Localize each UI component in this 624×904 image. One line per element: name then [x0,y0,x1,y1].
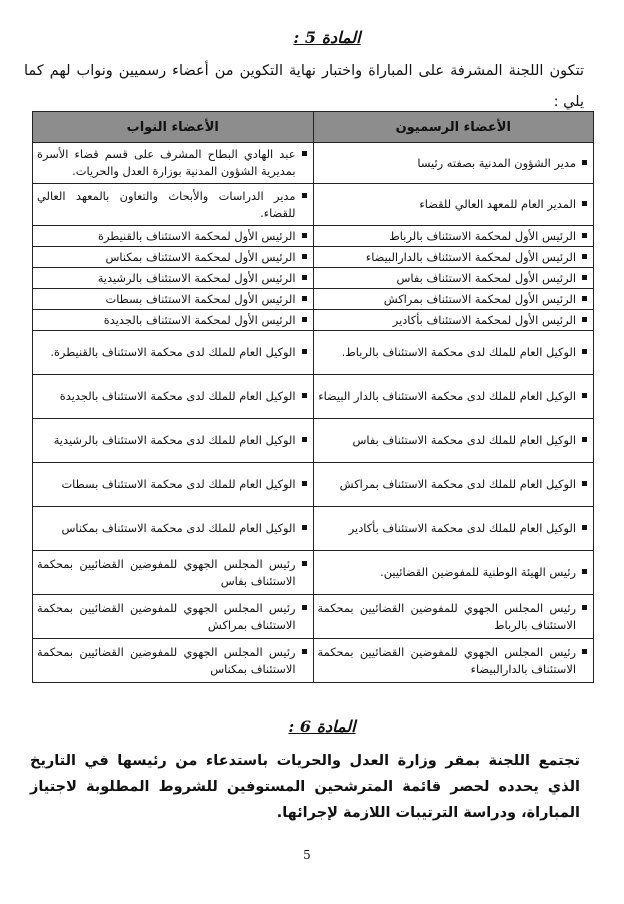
official-member-text: رئيس المجلس الجهوي للمفوضين القضائيين بمحكمة الاستئناف بالدارالبيضاء [317,644,576,676]
official-member-cell [313,463,594,507]
deputy-member-cell [33,463,314,507]
official-member-text: الرئيس الأول لمحكمة الاستئناف بمراكش [383,291,576,306]
official-member-cell [313,143,594,184]
deputy-member-text: الوكيل العام للملك لدى محكمة الاستئناف بالقنيطرة. [50,345,296,359]
official-member-text: الرئيس الأول لمحكمة الاستئناف بأكادير [392,312,576,327]
official-member-cell [313,184,594,226]
article-6-body: تجتمع اللجنة بمقر وزارة العدل والحريات باستدعاء من رئيسها في التاريخ الذي يحدده لحصر قائمة المترشحين المستوفين للشروط المطلوبة لاجتياز المباراة، ودراسة الترتيبات اللازمة لإجرائها. [30,753,580,821]
deputy-member-cell [33,310,314,331]
table-row [33,375,594,419]
official-member-cell [313,226,594,247]
table-row [33,507,594,551]
deputy-member-cell [33,247,314,268]
official-member-cell [313,289,594,310]
official-member-text: الوكيل العام للملك لدى محكمة الاستئناف بالدار البيضاء [318,389,576,403]
deputy-members-header: الأعضاء النواب [33,112,314,143]
square-bullet-icon [302,233,307,238]
official-members-header: الأعضاء الرسميون [313,112,594,143]
table-row [33,289,594,310]
deputy-member-text: الرئيس الأول لمحكمة الاستئناف بالقنيطرة [97,228,296,243]
deputy-member-cell [33,226,314,247]
official-member-cell [313,507,594,551]
official-member-cell [313,419,594,463]
deputy-member-text: الرئيس الأول لمحكمة الاستئناف بمكناس [105,249,296,264]
official-member-text: الوكيل العام للملك لدى محكمة الاستئناف بالرباط. [341,345,576,359]
table-row [33,331,594,375]
square-bullet-icon [302,481,307,486]
square-bullet-icon [582,254,587,259]
official-member-cell [313,310,594,331]
square-bullet-icon [302,525,307,530]
square-bullet-icon [582,481,587,486]
table-row [33,247,594,268]
square-bullet-icon [582,605,587,610]
square-bullet-icon [302,254,307,259]
square-bullet-icon [582,233,587,238]
official-member-cell [313,595,594,639]
table-body [33,143,594,683]
deputy-member-text: مدير الدراسات والأبحاث والتعاون بالمعهد العالي للقضاء. [37,188,296,220]
table-row [33,184,594,226]
deputy-member-cell [33,331,314,375]
article-5-intro: تتكون اللجنة المشرفة على المباراة واختبار نهاية التكوين من أعضاء رسميين ونواب لهم كما يلي : [24,63,584,110]
square-bullet-icon [302,605,307,610]
deputy-member-cell [33,419,314,463]
square-bullet-icon [582,569,587,574]
square-bullet-icon [582,201,587,206]
deputy-member-text: رئيس المجلس الجهوي للمفوضين القضائيين بمحكمة الاستئناف بمكناس [37,644,296,676]
official-member-text: الوكيل العام للملك لدى محكمة الاستئناف بمراكش [339,477,576,491]
deputy-member-text: الرئيس الأول لمحكمة الاستئناف بسطات [105,291,296,306]
square-bullet-icon [582,393,587,398]
square-bullet-icon [302,275,307,280]
official-member-text: مدير الشؤون المدنية بصفته رئيسا [417,155,576,170]
square-bullet-icon [582,296,587,301]
deputy-member-text: رئيس المجلس الجهوي للمفوضين القضائيين بمحكمة الاستئناف بمراكش [37,600,296,632]
square-bullet-icon [302,393,307,398]
page-number: 5 [303,848,311,862]
table-row [33,310,594,331]
official-member-text: الرئيس الأول لمحكمة الاستئناف بالرباط [389,228,576,243]
square-bullet-icon [302,296,307,301]
square-bullet-icon [582,160,587,165]
square-bullet-icon [302,193,307,198]
deputy-member-cell [33,639,314,683]
deputy-member-cell [33,289,314,310]
table-header-row [33,112,594,143]
official-member-text: الوكيل العام للملك لدى محكمة الاستئناف بأكادير [348,521,576,535]
article-5-heading: المادة 5 : [293,28,361,47]
square-bullet-icon [582,275,587,280]
committee-members-table [32,111,594,683]
deputy-member-cell [33,184,314,226]
official-member-cell [313,639,594,683]
official-member-text: المدير العام للمعهد العالي للقضاء [419,197,576,211]
article-6-heading: المادة 6 : [288,717,356,736]
table-row [33,419,594,463]
official-member-cell [313,331,594,375]
deputy-member-text: عبد الهادي البطاح المشرف على قسم قضاء الأسرة بمديرية الشؤون المدنية بوزارة العدل والحريات. [37,147,296,178]
official-member-cell [313,551,594,595]
square-bullet-icon [582,349,587,354]
square-bullet-icon [582,437,587,442]
table-row [33,595,594,639]
official-member-cell [313,247,594,268]
official-member-text: الرئيس الأول لمحكمة الاستئناف بفاس [396,270,576,285]
official-member-cell [313,268,594,289]
deputy-member-cell [33,595,314,639]
square-bullet-icon [582,649,587,654]
deputy-member-cell [33,551,314,595]
deputy-member-cell [33,143,314,184]
deputy-member-text: رئيس المجلس الجهوي للمفوضين القضائيين بمحكمة الاستئناف بفاس [37,556,296,588]
deputy-member-text: الرئيس الأول لمحكمة الاستئناف بالجديدة [103,312,296,327]
square-bullet-icon [302,437,307,442]
table-row [33,463,594,507]
deputy-member-text: الوكيل العام للملك لدى محكمة الاستئناف بالرشيدية [53,433,296,447]
deputy-member-cell [33,507,314,551]
square-bullet-icon [302,349,307,354]
deputy-member-text: الوكيل العام للملك لدى محكمة الاستئناف بسطات [61,477,296,491]
table-row [33,143,594,184]
deputy-member-text: الوكيل العام للملك لدى محكمة الاستئناف بمكناس [61,521,296,535]
square-bullet-icon [582,525,587,530]
table-row [33,551,594,595]
table-row [33,639,594,683]
table-row [33,268,594,289]
deputy-member-text: الوكيل العام للملك لدى محكمة الاستئناف بالجديدة [59,389,296,403]
square-bullet-icon [582,317,587,322]
deputy-member-cell [33,268,314,289]
square-bullet-icon [302,561,307,566]
official-member-text: الوكيل العام للملك لدى محكمة الاستئناف بفاس [352,433,576,447]
square-bullet-icon [302,317,307,322]
official-member-cell [313,375,594,419]
official-member-text: رئيس الهيئة الوطنية للمفوضين القضائيين. [380,565,576,579]
square-bullet-icon [302,151,307,156]
table-row [33,226,594,247]
deputy-member-cell [33,375,314,419]
official-member-text: الرئيس الأول لمحكمة الاستئناف بالدارالبيضاء [365,249,576,264]
square-bullet-icon [302,649,307,654]
official-member-text: رئيس المجلس الجهوي للمفوضين القضائيين بمحكمة الاستئناف بالرباط [317,600,576,632]
deputy-member-text: الرئيس الأول لمحكمة الاستئناف بالرشيدية [97,270,296,285]
